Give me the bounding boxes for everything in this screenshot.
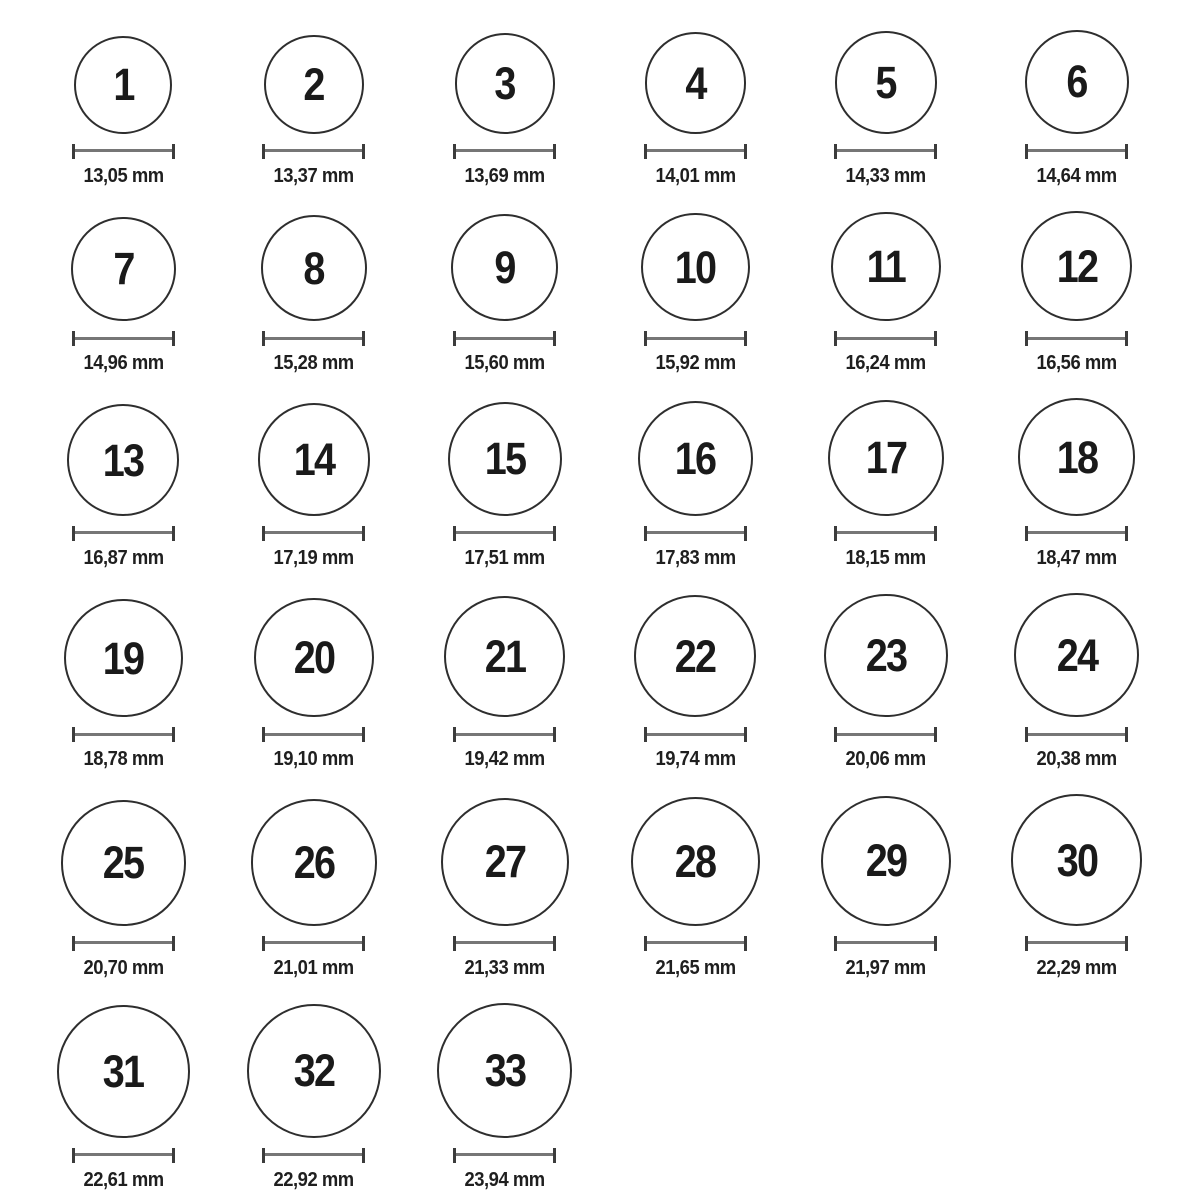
ring-size-number: 31 [103, 1045, 144, 1097]
ring-circle [451, 214, 558, 321]
ring-circle [631, 797, 760, 926]
ring-size-cell [600, 32, 791, 186]
ring-size-number: 23 [865, 630, 907, 682]
diameter-ruler [834, 936, 937, 951]
ring-diameter-label: 21,01 mm [273, 956, 355, 979]
ring-circle [251, 799, 378, 926]
ring-size-number: 16 [675, 432, 716, 484]
diameter-ruler [72, 144, 175, 159]
ring-diameter-label: 18,78 mm [83, 748, 164, 771]
diameter-ruler [834, 331, 937, 346]
diameter-ruler [453, 936, 556, 951]
ring-size-number: 24 [1056, 629, 1097, 681]
ruler-line [837, 733, 934, 736]
ring-size-number: 11 [866, 241, 906, 293]
ring-diameter-label: 16,87 mm [83, 546, 164, 569]
diameter-ruler [453, 144, 556, 159]
ring-size-cell [409, 798, 600, 979]
ring-size-number: 28 [675, 835, 716, 887]
ring-diameter-label: 22,61 mm [83, 1168, 164, 1191]
ring-size-cell [600, 401, 791, 569]
diameter-ruler [644, 936, 747, 951]
ring-size-cell [219, 799, 410, 979]
ring-size-number: 3 [494, 58, 515, 110]
ruler-line [647, 733, 744, 736]
diameter-ruler [1025, 331, 1128, 346]
ring-size-cell [409, 402, 600, 569]
ruler-line [75, 149, 172, 152]
ring-size-number: 18 [1056, 431, 1097, 483]
ruler-line [75, 531, 172, 534]
ring-size-number: 20 [293, 631, 335, 683]
ring-size-number: 27 [484, 836, 525, 888]
ring-circle [64, 599, 183, 718]
ruler-line [837, 149, 934, 152]
ring-size-cell [409, 214, 600, 374]
ring-circle [261, 215, 367, 321]
diameter-ruler [644, 331, 747, 346]
ring-circle [74, 36, 172, 134]
ring-size-cell [981, 211, 1172, 375]
ruler-line [647, 149, 744, 152]
ring-circle [1014, 593, 1138, 717]
ruler-line [456, 531, 553, 534]
diameter-ruler [644, 144, 747, 159]
ring-diameter-label: 22,29 mm [1036, 956, 1117, 979]
diameter-ruler [1025, 936, 1128, 951]
ring-diameter-label: 14,64 mm [1036, 164, 1117, 187]
ring-size-cell [409, 1003, 600, 1191]
ring-diameter-label: 17,19 mm [273, 546, 355, 569]
ring-diameter-label: 20,70 mm [83, 956, 164, 979]
ring-size-cell [981, 794, 1172, 978]
ring-circle [831, 212, 941, 322]
ring-circle [835, 31, 938, 134]
ring-size-number: 26 [293, 836, 335, 888]
diameter-ruler [644, 727, 747, 742]
ring-diameter-label: 14,33 mm [845, 164, 927, 187]
ring-diameter-label: 18,15 mm [845, 546, 927, 569]
ruler-line [265, 1153, 362, 1156]
ring-diameter-label: 21,65 mm [655, 956, 736, 979]
ring-size-number: 25 [103, 837, 144, 889]
ring-circle [247, 1004, 381, 1138]
ring-circle [448, 402, 562, 516]
ring-diameter-label: 13,37 mm [273, 164, 355, 187]
ring-size-cell [219, 598, 410, 771]
diameter-ruler [262, 936, 365, 951]
ruler-line [456, 941, 553, 944]
diameter-ruler [262, 1148, 365, 1163]
ruler-line [1028, 337, 1125, 340]
diameter-ruler [72, 331, 175, 346]
diameter-ruler [1025, 144, 1128, 159]
diameter-ruler [72, 1148, 175, 1163]
ring-circle [444, 596, 565, 717]
ring-circle [1025, 30, 1129, 134]
ring-circle [638, 401, 753, 516]
ring-circle [71, 217, 176, 322]
ring-circle [455, 33, 555, 133]
ring-circle [634, 595, 756, 717]
ring-size-cell [600, 797, 791, 979]
ring-diameter-label: 15,60 mm [464, 352, 545, 375]
ring-size-number: 32 [293, 1045, 335, 1097]
ruler-line [456, 149, 553, 152]
diameter-ruler [262, 526, 365, 541]
diameter-ruler [72, 936, 175, 951]
ring-size-cell [600, 213, 791, 374]
ruler-line [647, 531, 744, 534]
ring-size-number: 33 [484, 1044, 525, 1096]
ring-circle [641, 213, 749, 321]
ruler-line [1028, 149, 1125, 152]
ruler-line [837, 941, 934, 944]
ring-size-cell [219, 215, 410, 374]
ring-size-number: 22 [675, 630, 716, 682]
ring-size-cell [219, 403, 410, 569]
ring-size-cell [981, 593, 1172, 770]
ring-size-cell [791, 594, 982, 770]
diameter-ruler [453, 526, 556, 541]
ring-size-number: 2 [303, 58, 325, 110]
ring-diameter-label: 19,10 mm [273, 748, 355, 771]
ring-size-cell [28, 36, 219, 187]
ring-size-number: 30 [1056, 834, 1097, 886]
ring-circle [824, 594, 947, 717]
ring-diameter-label: 14,96 mm [83, 352, 164, 375]
ring-diameter-label: 15,92 mm [655, 352, 736, 375]
ring-size-cell [981, 30, 1172, 187]
ruler-line [75, 941, 172, 944]
ring-diameter-label: 14,01 mm [655, 164, 736, 187]
ring-diameter-label: 22,92 mm [273, 1168, 355, 1191]
ring-size-number: 8 [303, 242, 325, 294]
ring-size-number: 7 [113, 243, 134, 295]
ring-size-number: 4 [685, 57, 706, 109]
ruler-line [647, 941, 744, 944]
ring-size-cell [791, 212, 982, 375]
diameter-ruler [262, 331, 365, 346]
diameter-ruler [834, 727, 937, 742]
ring-diameter-label: 16,56 mm [1036, 352, 1117, 375]
ring-size-cell [28, 1005, 219, 1191]
ring-diameter-label: 13,69 mm [464, 164, 545, 187]
ring-circle [1018, 398, 1136, 516]
ruler-line [456, 1153, 553, 1156]
ruler-line [1028, 733, 1125, 736]
ring-size-cell [981, 398, 1172, 569]
ring-circle [254, 598, 374, 718]
ring-circle [645, 32, 746, 133]
diameter-ruler [834, 526, 937, 541]
ring-size-number: 1 [113, 59, 134, 111]
diameter-ruler [834, 144, 937, 159]
ring-size-number: 13 [103, 434, 144, 486]
ruler-line [647, 337, 744, 340]
ring-diameter-label: 18,47 mm [1036, 546, 1117, 569]
ruler-line [1028, 531, 1125, 534]
ruler-line [75, 733, 172, 736]
diameter-ruler [1025, 727, 1128, 742]
ring-size-number: 19 [103, 632, 144, 684]
ring-size-number: 12 [1056, 240, 1097, 292]
ring-diameter-label: 21,33 mm [464, 956, 545, 979]
ruler-line [837, 337, 934, 340]
ring-diameter-label: 19,42 mm [464, 748, 545, 771]
ring-size-number: 14 [293, 433, 335, 485]
ring-size-cell [600, 595, 791, 770]
ring-diameter-label: 17,51 mm [464, 546, 545, 569]
ring-size-cell [28, 599, 219, 771]
ring-circle [61, 800, 187, 926]
ring-size-number: 9 [494, 242, 515, 294]
ring-size-cell [219, 35, 410, 187]
ring-circle [258, 403, 371, 516]
ring-circle [821, 796, 951, 926]
ring-diameter-label: 17,83 mm [655, 546, 736, 569]
ruler-line [1028, 941, 1125, 944]
ring-size-cell [219, 1004, 410, 1191]
ring-size-cell [28, 217, 219, 375]
ruler-line [75, 337, 172, 340]
ruler-line [265, 337, 362, 340]
ring-size-number: 10 [675, 241, 716, 293]
ring-size-cell [28, 404, 219, 569]
diameter-ruler [453, 331, 556, 346]
ring-size-number: 17 [865, 432, 907, 484]
diameter-ruler [644, 526, 747, 541]
ring-diameter-label: 19,74 mm [655, 748, 736, 771]
ruler-line [265, 941, 362, 944]
ring-circle [437, 1003, 572, 1138]
ring-circle [441, 798, 569, 926]
ring-circle [1021, 211, 1132, 322]
ring-diameter-label: 15,28 mm [273, 352, 355, 375]
ring-circle [67, 404, 179, 516]
ring-diameter-label: 16,24 mm [845, 352, 927, 375]
ring-size-number: 15 [484, 433, 525, 485]
ruler-line [456, 337, 553, 340]
ring-diameter-label: 20,06 mm [845, 748, 927, 771]
ring-size-cell [791, 31, 982, 187]
diameter-ruler [262, 144, 365, 159]
ring-size-number: 6 [1066, 56, 1087, 108]
ruler-line [75, 1153, 172, 1156]
ring-size-number: 21 [484, 631, 525, 683]
ring-size-number: 5 [875, 56, 897, 108]
ring-size-cell [409, 33, 600, 186]
ring-diameter-label: 23,94 mm [464, 1168, 545, 1191]
ring-circle [264, 35, 363, 134]
ring-diameter-label: 20,38 mm [1036, 748, 1117, 771]
ruler-line [265, 531, 362, 534]
ruler-line [265, 149, 362, 152]
ring-size-cell [409, 596, 600, 770]
ring-diameter-label: 13,05 mm [83, 164, 164, 187]
ruler-line [456, 733, 553, 736]
ring-circle [828, 400, 944, 516]
ring-size-cell [28, 800, 219, 979]
diameter-ruler [72, 727, 175, 742]
diameter-ruler [72, 526, 175, 541]
ring-size-cell [791, 796, 982, 979]
ring-circle [1011, 794, 1142, 925]
diameter-ruler [1025, 526, 1128, 541]
ring-size-cell [791, 400, 982, 569]
ring-size-number: 29 [865, 835, 907, 887]
ruler-line [265, 733, 362, 736]
ruler-line [837, 531, 934, 534]
diameter-ruler [453, 727, 556, 742]
diameter-ruler [262, 727, 365, 742]
ring-diameter-label: 21,97 mm [845, 956, 927, 979]
ring-circle [57, 1005, 190, 1138]
diameter-ruler [453, 1148, 556, 1163]
